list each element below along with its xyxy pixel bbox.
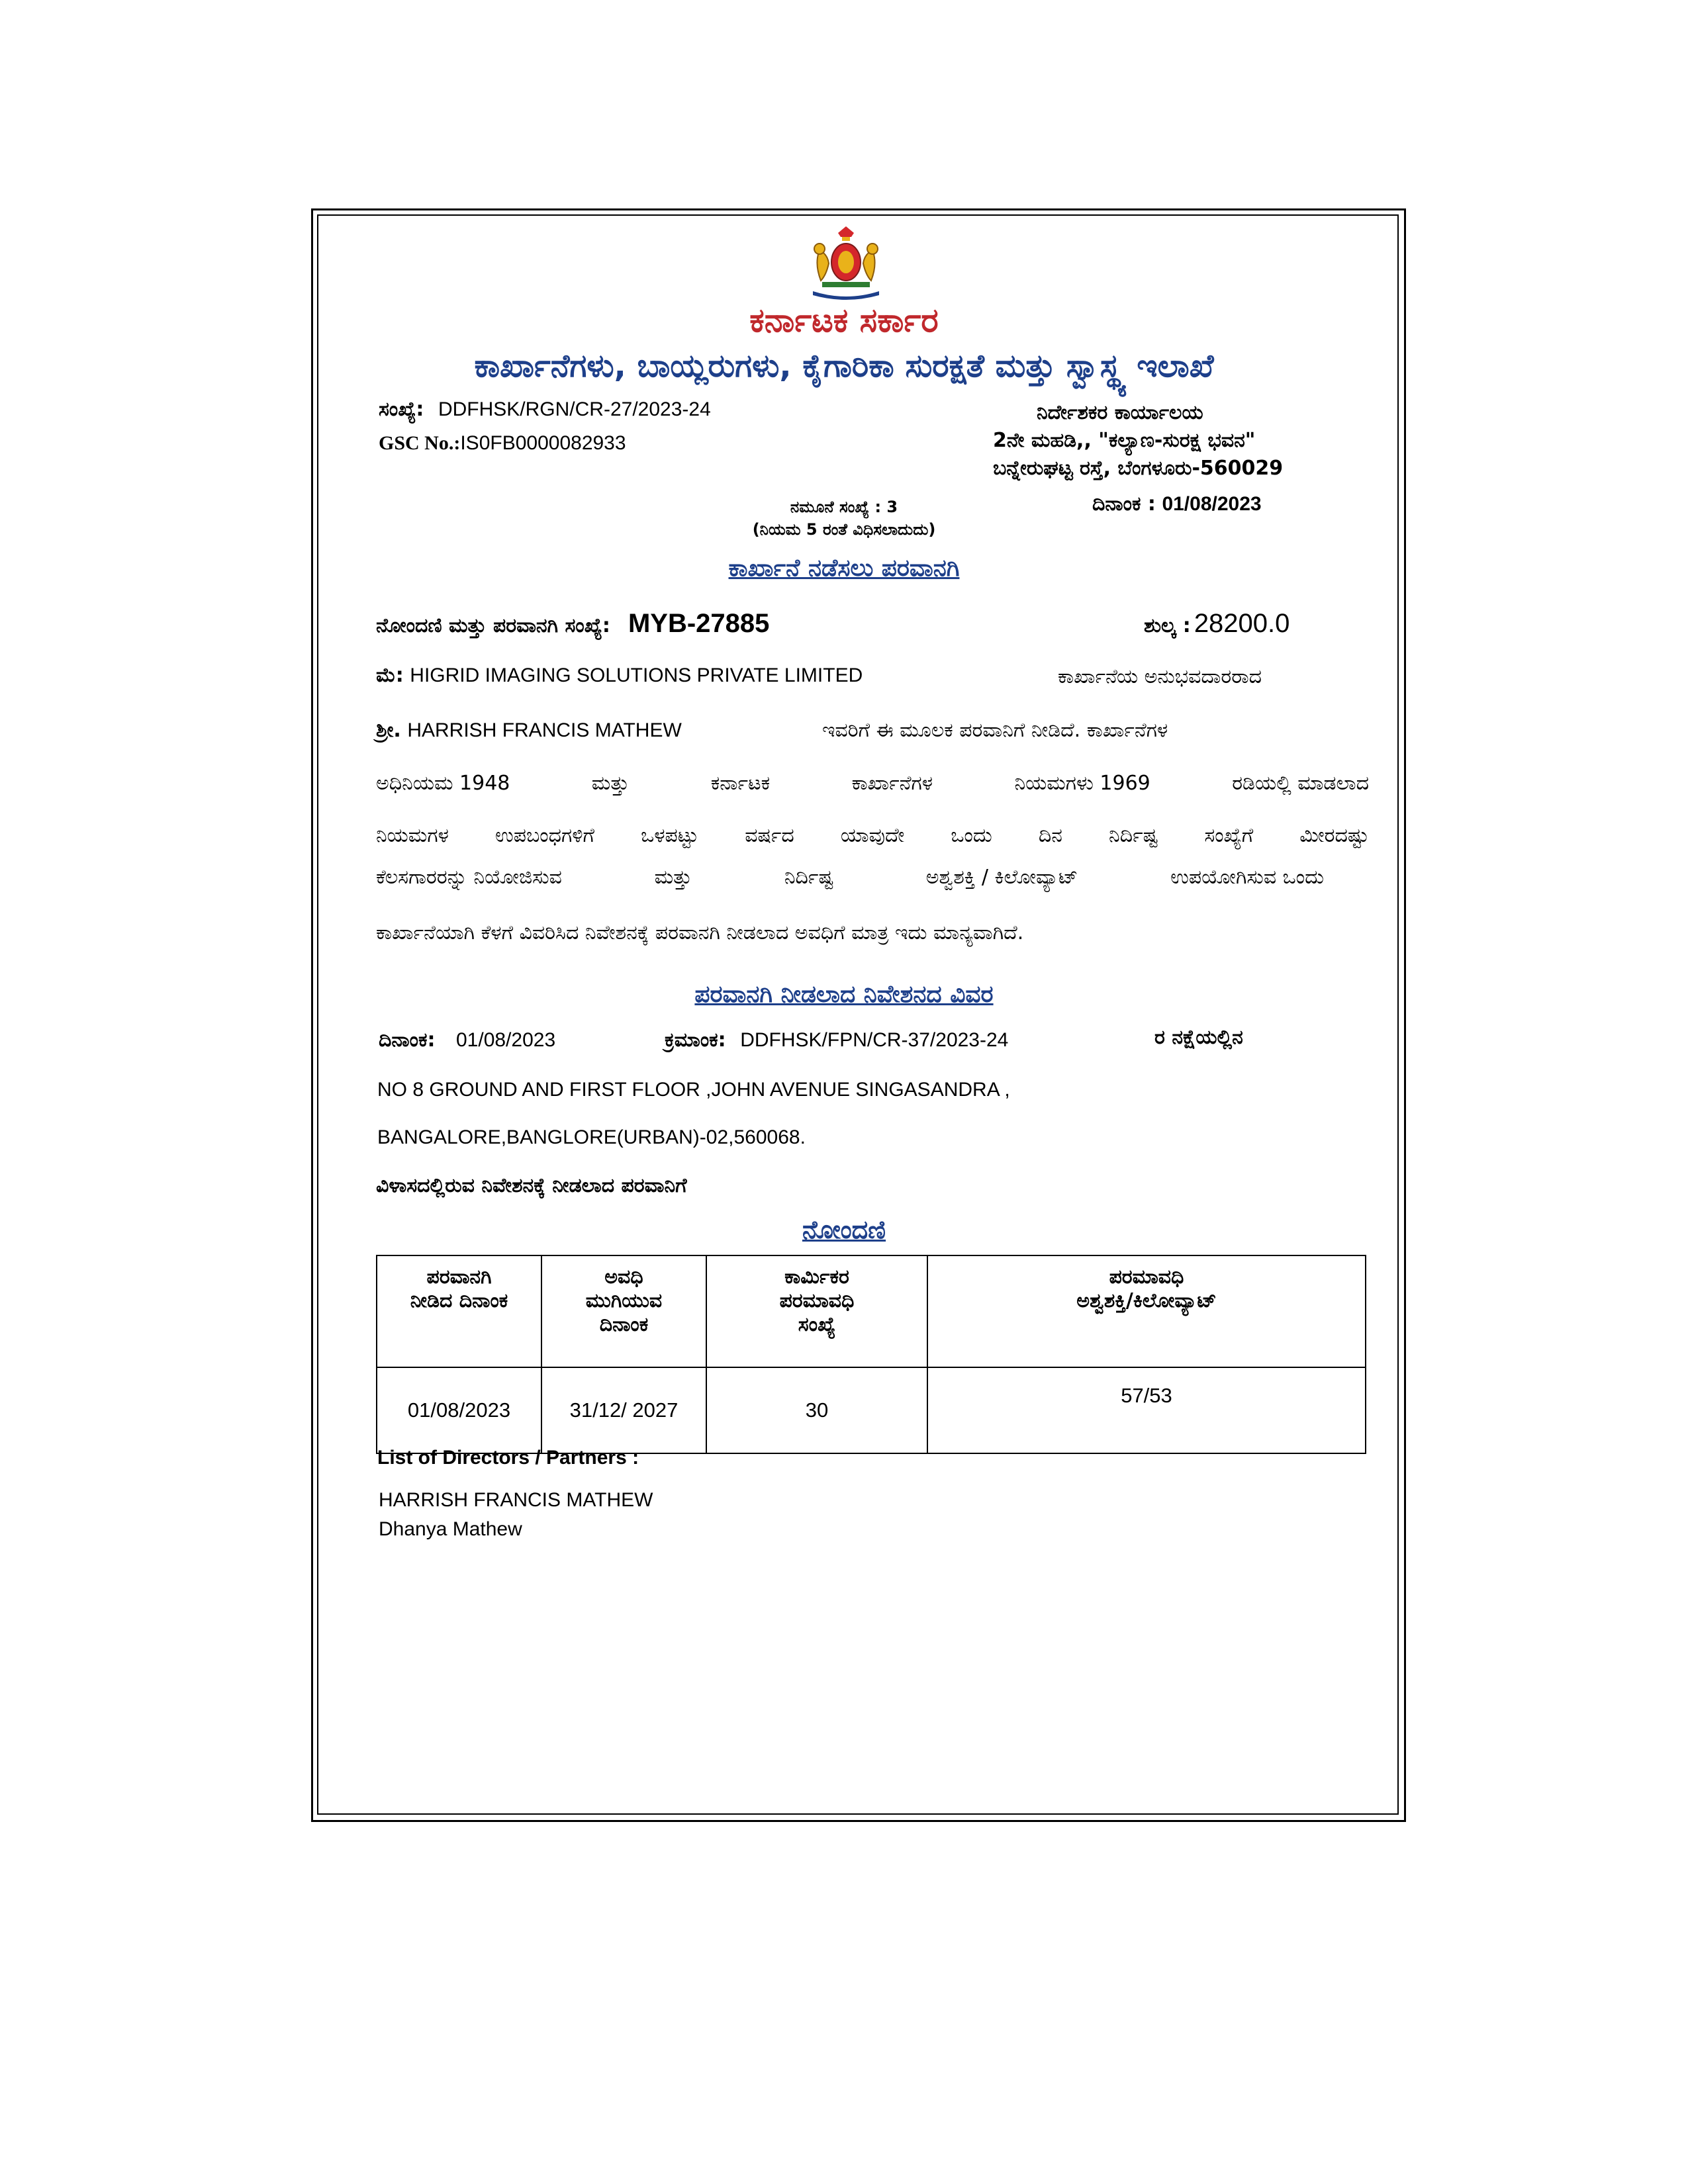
fee-label: ಶುಲ್ಕ : (1144, 614, 1191, 637)
para-word: ನಿಯಮಗಳು 1969 (1014, 772, 1150, 795)
para-word: ಅಶ್ವಶಕ್ತಿ / ಕಿಲೋವ್ಯಾಟ್ (925, 866, 1078, 889)
occupier-text: ಕಾರ್ಖಾನೆಯ ಅನುಭವದಾರರಾದ (1058, 665, 1262, 688)
map-reference-text: ರ ನಕ್ಷೆಯಲ್ಲಿನ (1154, 1026, 1243, 1049)
office-address-line2: ಬನ್ನೇರುಘಟ್ಟ ರಸ್ತೆ, ಬೆಂಗಳೂರು-560029 (993, 457, 1284, 480)
government-title: ಕರ್ನಾಟಕ ಸರ್ಕಾರ (749, 301, 939, 340)
para-word: ನಿರ್ದಿಷ್ಟ (1109, 824, 1158, 847)
directors-heading: List of Directors / Partners : (377, 1447, 639, 1469)
column-header (377, 1255, 541, 1367)
issue-date-value: 01/08/2023 (1162, 493, 1262, 515)
table-cell: 01/08/2023 (377, 1367, 541, 1453)
gsc-number-value: IS0FB0000082933 (460, 432, 626, 454)
column-header-line: ಸಂಖ್ಯೆ (798, 1313, 836, 1336)
column-header-line: ದಿನಾಂಕ (599, 1313, 649, 1336)
para-word: ಕೆಲಸಗಾರರನ್ನು ನಿಯೋಜಿಸುವ (376, 866, 562, 889)
table-cell: 30 (706, 1367, 927, 1453)
para-word: ಮೀರದಷ್ಟು (1299, 824, 1369, 847)
column-header (927, 1255, 1366, 1367)
karnataka-emblem-icon (800, 224, 892, 303)
column-header-line: ಪರಮಾವಧಿ (779, 1289, 855, 1312)
para-word: ನಿಯಮಗಳ (376, 824, 449, 847)
premises-date-value: 01/08/2023 (455, 1029, 556, 1051)
table-cell: 31/12/ 2027 (541, 1367, 706, 1453)
reference-number (379, 398, 711, 421)
para-word: ಒಳಪಟ್ಟು (641, 824, 699, 847)
office-name: ನಿರ್ದೇಶಕರ ಕಾರ್ಯಾಲಯ (1037, 401, 1203, 424)
director-name: HARRISH FRANCIS MATHEW (379, 1489, 653, 1511)
para-word: ವರ್ಷದ (745, 824, 794, 847)
fee (1144, 609, 1289, 639)
premises-serial-value: DDFHSK/FPN/CR-37/2023-24 (740, 1029, 1009, 1051)
issue-date-label: ದಿನಾಂಕ : (1092, 492, 1156, 516)
reference-number-value: DDFHSK/RGN/CR-27/2023-24 (438, 398, 711, 420)
registration-table (376, 1255, 1366, 1454)
grant-text: ಇವರಿಗೆ ಈ ಮೂಲಕ ಪರವಾನಿಗೆ ನೀಡಿದೆ. ಕಾರ್ಖಾನೆಗಳ (822, 719, 1168, 742)
registration-number-label: ನೋಂದಣಿ ಮತ್ತು ಪರವಾನಗಿ ಸಂಖ್ಯೆ: (376, 614, 610, 637)
address-line-2: BANGALORE,BANGLORE(URBAN)-02,560068. (377, 1126, 806, 1148)
premises-serial (665, 1028, 1008, 1052)
para-word: ಅಧಿನಿಯಮ 1948 (376, 772, 510, 795)
para-word: ಒಂದು (951, 824, 992, 847)
premises-serial-label: ಕ್ರಮಾಂಕ: (665, 1028, 726, 1052)
company-name: HIGRID IMAGING SOLUTIONS PRIVATE LIMITED (410, 664, 863, 686)
column-header-line: ನೀಡಿದ ದಿನಾಂಕ (410, 1289, 508, 1312)
paragraph-line-2 (376, 824, 1369, 847)
person-line (376, 719, 682, 742)
gsc-number-label: GSC No.: (379, 432, 461, 454)
para-word: ಕರ್ನಾಟಕ (710, 772, 771, 795)
reference-number-label: ಸಂಖ್ಯೆ: (379, 398, 424, 421)
registration-number-value: MYB-27885 (628, 609, 770, 638)
premises-closing-text: ವಿಳಾಸದಲ್ಲಿರುವ ನಿವೇಶನಕ್ಕೆ ನೀಡಲಾದ ಪರವಾನಿಗೆ (376, 1174, 687, 1197)
paragraph-line-4: ಕಾರ್ಖಾನೆಯಾಗಿ ಕೆಳಗೆ ವಿವರಿಸಿದ ನಿವೇಶನಕ್ಕೆ ಪರವಾನಗಿ ನೀಡಲಾದ ಅವಧಿಗೆ ಮಾತ್ರ ಇದು ಮಾನ್ಯವಾಗಿದೆ. (376, 921, 1024, 944)
column-header-line: ಪರವಾನಗಿ (426, 1265, 492, 1289)
office-address-line1: 2ನೇ ಮಹಡಿ,, "ಕಲ್ಯಾಣ-ಸುರಕ್ಷ ಭವನ" (993, 429, 1256, 452)
fee-value: 28200.0 (1194, 609, 1290, 638)
para-word: ನಿರ್ದಿಷ್ಟ (784, 866, 834, 889)
department-title: ಕಾರ್ಖಾನೆಗಳು, ಬಾಯ್ಲರುಗಳು, ಕೈಗಾರಿಕಾ ಸುರಕ್ಷತೆ ಮತ್ತು ಸ್ವಾಸ್ಥ್ಯ ಇಲಾಖೆ (474, 347, 1214, 385)
table-row (377, 1367, 1366, 1453)
column-header-line: ಅವಧಿ (604, 1265, 643, 1289)
column-header (541, 1255, 706, 1367)
premises-date-label: ದಿನಾಂಕ: (379, 1028, 436, 1052)
column-header-line: ಪರಮಾವಧಿ (1109, 1265, 1184, 1289)
paragraph-line-1 (376, 772, 1369, 795)
para-word: ರಡಿಯಲ್ಲಿ ಮಾಡಲಾದ (1232, 772, 1369, 795)
registration-number (376, 609, 769, 639)
para-word: ಉಪಯೋಗಿಸುವ ಒಂದು (1170, 866, 1324, 889)
company-line (376, 664, 863, 687)
gsc-number (379, 432, 626, 455)
table-header-row (377, 1255, 1366, 1367)
column-header (706, 1255, 927, 1367)
table-cell: 57/53 (927, 1367, 1366, 1453)
company-label: ಮೆ: (376, 664, 404, 687)
premises-heading: ಪರವಾನಗಿ ನೀಡಲಾದ ನಿವೇಶನದ ವಿವರ (694, 981, 994, 1008)
person-name: HARRISH FRANCIS MATHEW (407, 719, 682, 741)
para-word: ಸಂಖ್ಯೆಗೆ (1204, 824, 1254, 847)
form-rule: (ನಿಯಮ 5 ರಂತೆ ವಿಧಿಸಲಾದುದು) (752, 520, 936, 539)
address-line-1: NO 8 GROUND AND FIRST FLOOR ,JOHN AVENUE SINGASANDRA , (377, 1079, 1010, 1101)
para-word: ದಿನ (1038, 824, 1062, 847)
para-word: ಯಾವುದೇ (840, 824, 905, 847)
column-header-line: ಕಾರ್ಮಿಕರ (784, 1265, 849, 1289)
director-name: Dhanya Mathew (379, 1518, 522, 1540)
para-word: ಮತ್ತು (654, 866, 692, 889)
form-number: ನಮೂನೆ ಸಂಖ್ಯೆ : 3 (790, 498, 898, 516)
column-header-line: ಮುಗಿಯುವ (585, 1289, 663, 1312)
para-word: ಮತ್ತು (591, 772, 630, 795)
para-word: ಕಾರ್ಖಾನೆಗಳ (851, 772, 933, 795)
paragraph-line-3 (376, 866, 1324, 889)
registration-heading: ನೋಂದಣಿ (802, 1215, 886, 1244)
premises-date (379, 1028, 555, 1052)
column-header-line: ಅಶ್ವಶಕ್ತಿ/ಕಿಲೋವ್ಯಾಟ್ (1076, 1289, 1217, 1312)
license-heading: ಕಾರ್ಖಾನೆ ನಡೆಸಲು ಪರವಾನಗಿ (728, 555, 960, 582)
para-word: ಉಪಬಂಧಗಳಿಗೆ (494, 824, 594, 847)
person-label: ಶ್ರೀ. (376, 719, 401, 742)
